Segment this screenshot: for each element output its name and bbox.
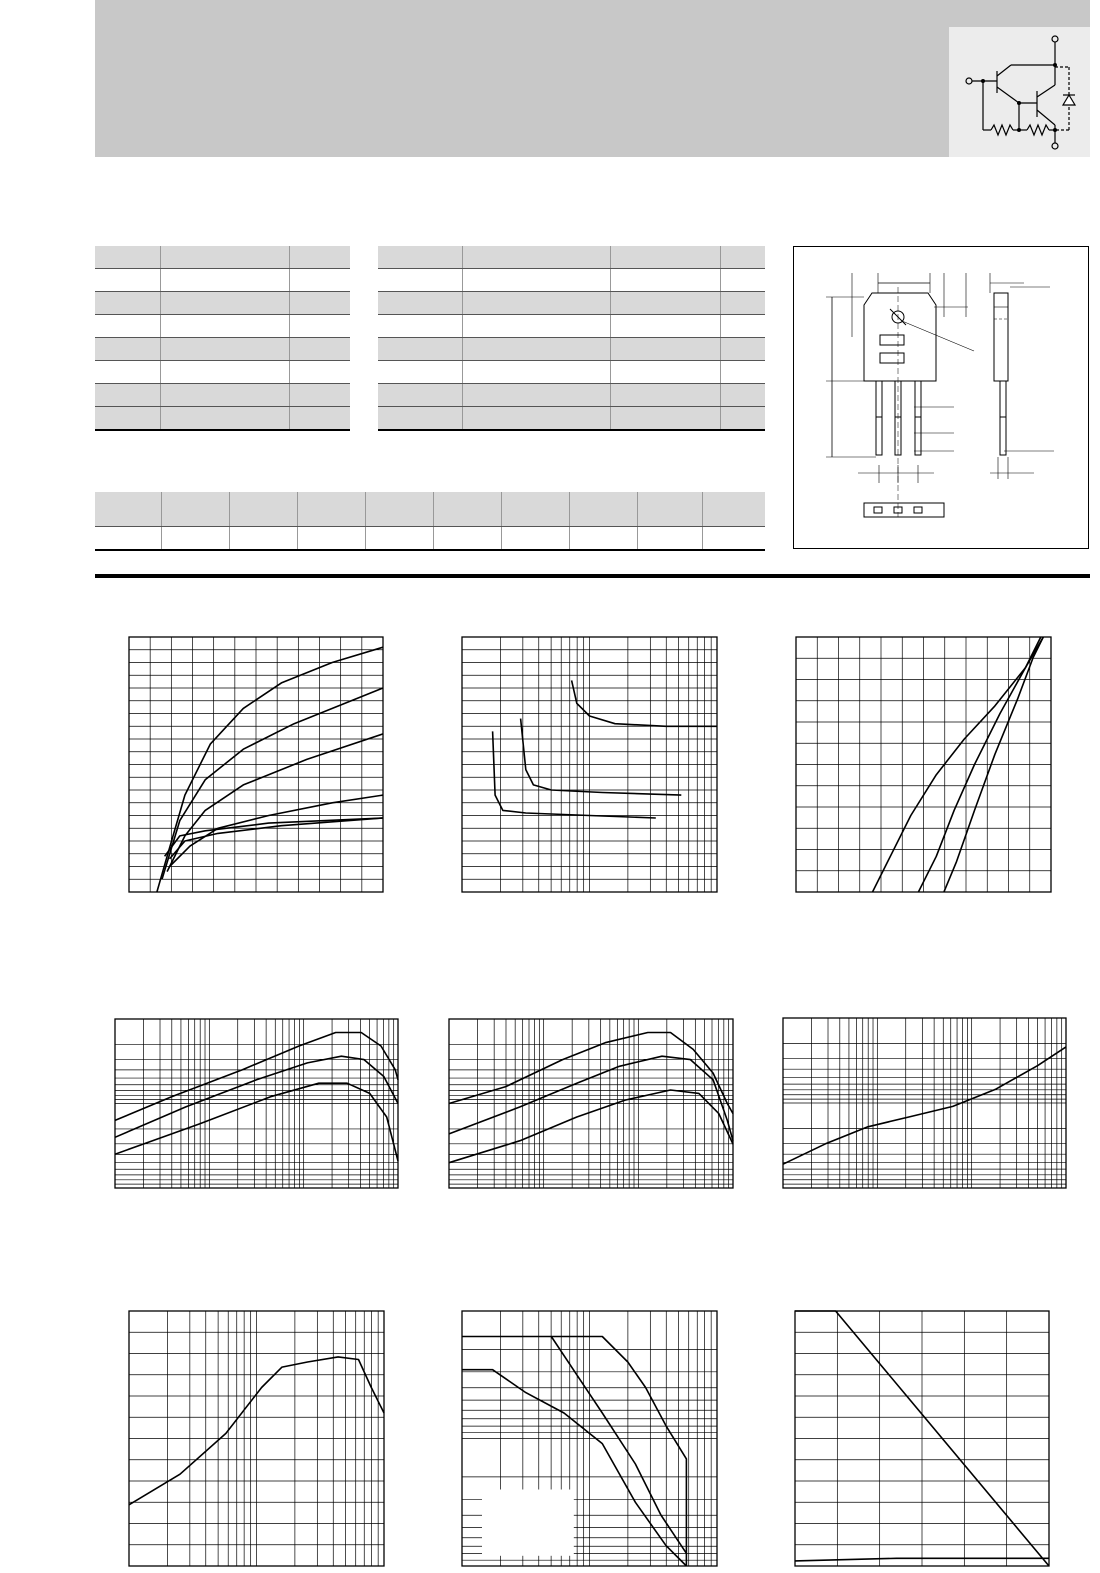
graph-7 <box>129 1311 384 1566</box>
curve-3 <box>449 1090 733 1163</box>
curve-3 <box>493 731 656 818</box>
curve-1 <box>572 680 717 726</box>
curve-1 <box>115 1033 398 1121</box>
curve-2 <box>449 1056 733 1141</box>
graph-2 <box>462 637 717 892</box>
curve-1 <box>157 647 383 892</box>
curve-2 <box>162 688 383 879</box>
legend-box <box>482 1490 574 1556</box>
graph-4 <box>115 1019 398 1188</box>
curve-6 <box>165 818 383 856</box>
graph-3 <box>796 637 1051 892</box>
curve-2 <box>521 719 682 796</box>
curve-2 <box>115 1056 398 1137</box>
graph-8 <box>462 1311 717 1566</box>
graph-1 <box>129 637 383 892</box>
curve-1 <box>783 1047 1066 1164</box>
graph-5 <box>449 1019 733 1188</box>
graph-9 <box>795 1311 1049 1566</box>
graph-6 <box>783 1018 1066 1188</box>
curve-3 <box>115 1083 398 1161</box>
